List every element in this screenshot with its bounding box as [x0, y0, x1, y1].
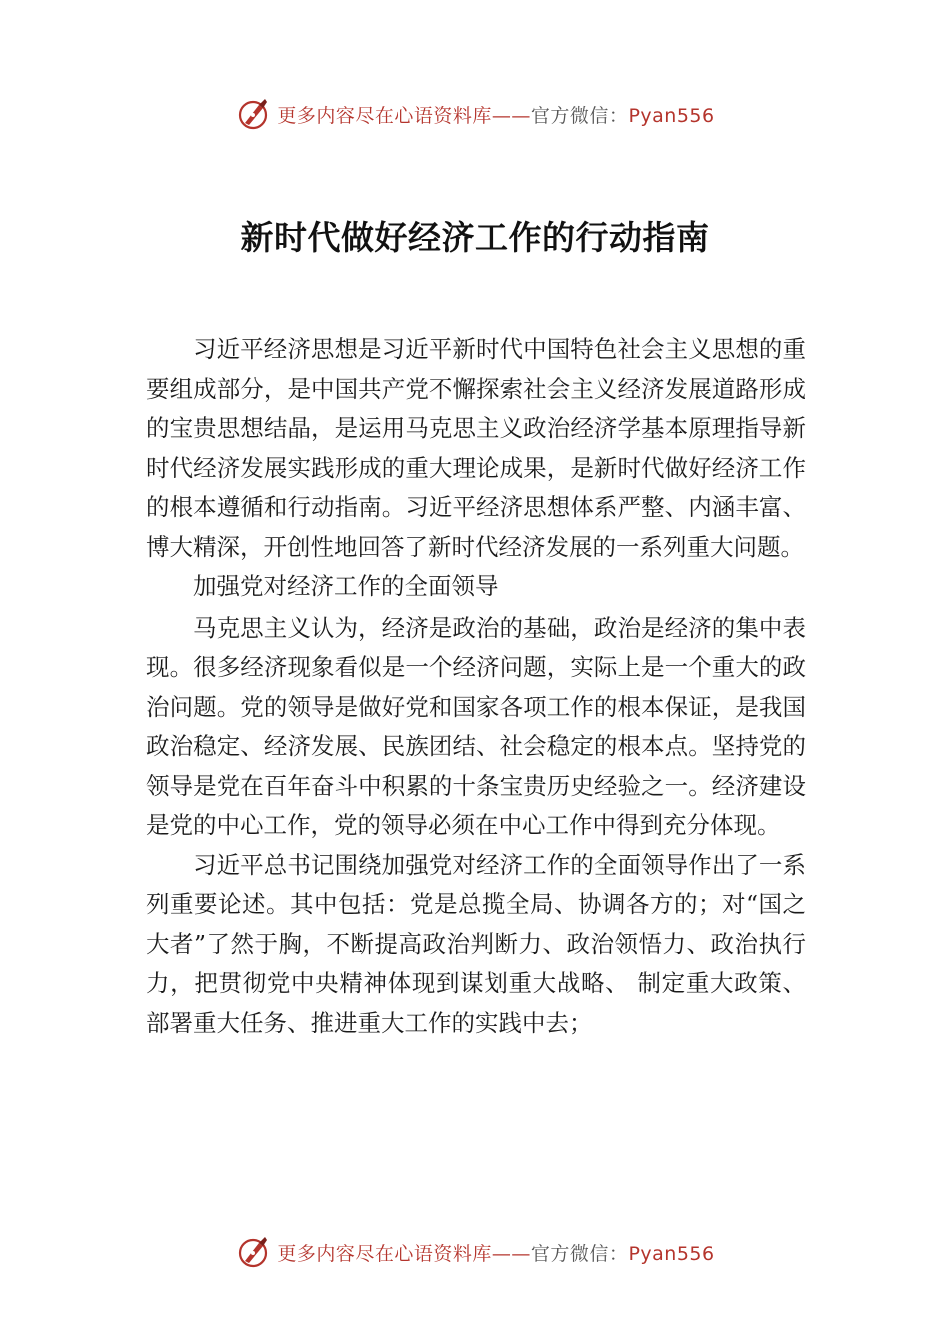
section-heading: 加强党对经济工作的全面领导 [193, 572, 499, 600]
pen-nib-logo-icon [235, 1234, 271, 1270]
paragraph-marxism: 马克思主义认为，经济是政治的基础，政治是经济的集中表现。很多经济现象看似是一个经济问题，实际上是一个重大的政治问题。党的领导是做好党和国家各项工作的根本保证，是我国政治稳定、经济发展、民族团结、社会稳定的根本点。坚持党的领导是党在百年奋斗中积累的十条宝贵历史经验之一。经济建设是党的中心工作，党的领导必须在中心工作中得到充分体现。 [146, 613, 806, 839]
paragraph-discourse: 习近平总书记围绕加强党对经济工作的全面领导作出了一系列重要论述。其中包括：党是总揽全局、协调各方的；对“国之大者”了然于胸，不断提高政治判断力、政治领悟力、政治执行力，把贯彻党中央精神体现到谋划重大战略、 制定重大政策、部署重大任务、推进重大工作的实践中去； [146, 850, 806, 1037]
header-banner [0, 94, 950, 134]
header-brand-line: 更多内容尽在心语资料库——官方微信：Pyan556 [277, 104, 715, 127]
footer-brand-line: 更多内容尽在心语资料库——官方微信：Pyan556 [277, 1242, 715, 1265]
document-title: 新时代做好经济工作的行动指南 [240, 218, 710, 257]
pen-nib-logo-icon [235, 96, 271, 132]
document-body [146, 330, 806, 1043]
paragraph-intro: 习近平经济思想是习近平新时代中国特色社会主义思想的重要组成部分，是中国共产党不懈探索社会主义经济发展道路形成的宝贵思想结晶，是运用马克思主义政治经济学基本原理指导新时代经济发展实践形成的重大理论成果，是新时代做好经济工作的根本遵循和行动指南。习近平经济思想体系严整、内涵丰富、博大精深，开创性地回答了新时代经济发展的一系列重大问题。 [146, 335, 806, 561]
footer-banner [0, 1232, 950, 1272]
